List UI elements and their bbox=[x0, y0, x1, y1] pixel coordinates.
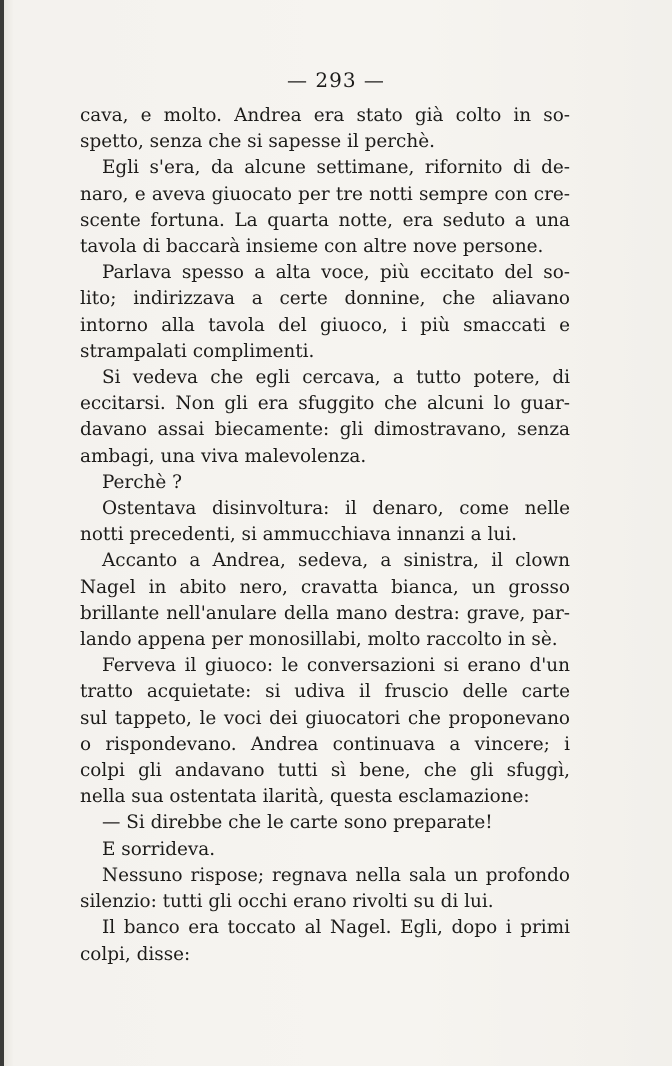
text-line: Si vedeva che egli cercava, a tutto potere, di bbox=[102, 367, 570, 389]
text-line: colpi, disse: bbox=[80, 943, 191, 965]
text-line: colpi gli andavano tutti sì bene, che gli sfuggì, bbox=[80, 760, 570, 782]
text-line: Ferveva il giuoco: le conversazioni si erano d'un bbox=[102, 655, 570, 677]
text-line: Il banco era toccato al Nagel. Egli, dopo i primi bbox=[102, 917, 570, 939]
text-line: cava, e molto. Andrea era stato già colto in so- bbox=[80, 105, 570, 126]
text-line: strampalati complimenti. bbox=[80, 340, 315, 362]
text-line: sul tappeto, le voci dei giuocatori che proponevano bbox=[80, 707, 570, 729]
text-line: Nagel in abito nero, cravatta bianca, un grosso bbox=[80, 576, 570, 598]
text-line: eccitarsi. Non gli era sfuggito che alcuni lo guar- bbox=[80, 393, 570, 415]
page-number: — 293 — bbox=[287, 68, 385, 92]
text-line: o rispondevano. Andrea continuava a vincere; i bbox=[80, 733, 570, 755]
text-line: naro, e aveva giuocato per tre notti sempre con cre- bbox=[80, 183, 570, 205]
text-line: Egli s'era, da alcune settimane, rifornito di de- bbox=[102, 157, 570, 179]
text-line: E sorrideva. bbox=[102, 838, 216, 860]
text-line: lito; indirizzava a certe donnine, che aliavano bbox=[80, 288, 570, 310]
text-line: scente fortuna. La quarta notte, era seduto a una bbox=[80, 209, 570, 231]
text-line: Nessuno rispose; regnava nella sala un profondo bbox=[102, 864, 570, 886]
text-line: intorno alla tavola del giuoco, i più smaccati e bbox=[80, 314, 570, 336]
text-line: davano assai biecamente: gli dimostravano, senza bbox=[80, 419, 570, 441]
text-line: silenzio: tutti gli occhi erano rivolti su di lui. bbox=[80, 891, 494, 913]
text-line: spetto, senza che si sapesse il perchè. bbox=[80, 131, 435, 153]
text-line: ambagi, una viva malevolenza. bbox=[80, 445, 367, 467]
page-binding-edge bbox=[0, 0, 4, 1066]
text-line: Accanto a Andrea, sedeva, a sinistra, il clown bbox=[102, 550, 570, 572]
text-line: tratto acquietate: si udiva il fruscio delle carte bbox=[80, 681, 570, 703]
text-line: lando appena per monosillabi, molto raccolto in sè. bbox=[80, 629, 558, 651]
text-line: Perchè ? bbox=[102, 471, 182, 493]
text-line: Ostentava disinvoltura: il denaro, come nelle bbox=[102, 498, 570, 520]
body-text bbox=[80, 103, 570, 968]
text-line: notti precedenti, si ammucchiava innanzi a lui. bbox=[80, 524, 517, 546]
text-line: tavola di baccarà insieme con altre nove persone. bbox=[80, 236, 544, 258]
text-line: Parlava spesso a alta voce, più eccitato del so- bbox=[102, 262, 570, 284]
text-line: — Si direbbe che le carte sono preparate! bbox=[102, 812, 493, 834]
text-line: nella sua ostentata ilarità, questa esclamazione: bbox=[80, 786, 530, 808]
text-line: brillante nell'anulare della mano destra: grave, par- bbox=[80, 602, 570, 624]
